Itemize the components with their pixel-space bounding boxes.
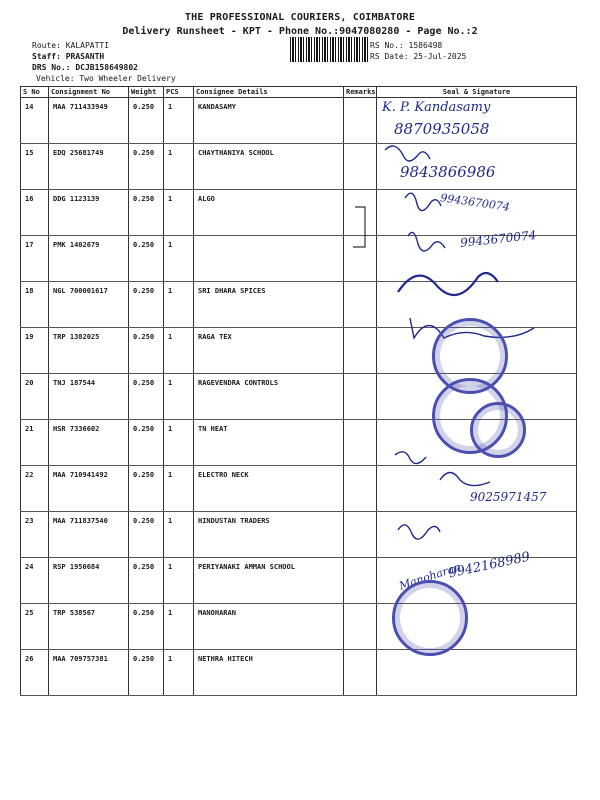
company-seal-stamp-3 bbox=[470, 402, 526, 458]
cell-consignee: NETHRA HITECH bbox=[194, 650, 344, 696]
cell-pcs: 1 bbox=[164, 236, 194, 282]
signature-26-phone: 9942168989 bbox=[447, 549, 532, 582]
cell-consignee: KANDASAMY bbox=[194, 98, 344, 144]
cell-consignee: ELECTRO NECK bbox=[194, 466, 344, 512]
cell-pcs: 1 bbox=[164, 558, 194, 604]
cell-weight: 0.250 bbox=[129, 650, 164, 696]
col-header-sno: S No bbox=[21, 87, 49, 98]
company-seal-stamp-4 bbox=[392, 580, 468, 656]
cell-consignee: RAGA TEX bbox=[194, 328, 344, 374]
route-label: Route: KALAPATTI bbox=[32, 41, 110, 50]
cell-sno: 16 bbox=[21, 190, 49, 236]
cell-consignment-no: PMK 1402679 bbox=[49, 236, 129, 282]
rs-date: RS Date: 25-Jul-2025 bbox=[370, 52, 467, 61]
signature-15-scribble bbox=[385, 146, 430, 161]
vehicle-label: Vehicle: Two Wheeler Delivery bbox=[36, 74, 176, 83]
cell-sno: 25 bbox=[21, 604, 49, 650]
cell-weight: 0.250 bbox=[129, 420, 164, 466]
cell-pcs: 1 bbox=[164, 420, 194, 466]
cell-weight: 0.250 bbox=[129, 512, 164, 558]
signature-18-scribble bbox=[398, 273, 498, 295]
cell-weight: 0.250 bbox=[129, 466, 164, 512]
cell-weight: 0.250 bbox=[129, 190, 164, 236]
cell-weight: 0.250 bbox=[129, 604, 164, 650]
signature-14-phone: 8870935058 bbox=[394, 120, 490, 138]
drs-number: DRS No.: DCJB158649802 bbox=[32, 63, 138, 72]
cell-weight: 0.250 bbox=[129, 282, 164, 328]
cell-weight: 0.250 bbox=[129, 236, 164, 282]
cell-consignee: SRI DHARA SPICES bbox=[194, 282, 344, 328]
signature-16-scribble bbox=[405, 193, 441, 210]
document-subtitle: Delivery Runsheet - KPT - Phone No.:9047080280 - Page No.:2 bbox=[122, 26, 478, 37]
cell-sno: 22 bbox=[21, 466, 49, 512]
cell-sno: 19 bbox=[21, 328, 49, 374]
cell-consignment-no: MAA 711837540 bbox=[49, 512, 129, 558]
col-header-signature: Seal & Signature bbox=[377, 87, 577, 98]
signature-23-scribble bbox=[395, 452, 426, 464]
cell-consignment-no: MAA 711433949 bbox=[49, 98, 129, 144]
cell-pcs: 1 bbox=[164, 282, 194, 328]
cell-sno: 15 bbox=[21, 144, 49, 190]
cell-consignee: MANOHARAN bbox=[194, 604, 344, 650]
cell-weight: 0.250 bbox=[129, 144, 164, 190]
rs-number: RS No.: 1586498 bbox=[370, 41, 443, 50]
cell-pcs: 1 bbox=[164, 190, 194, 236]
cell-consignee: CHAYTHANIYA SCHOOL bbox=[194, 144, 344, 190]
cell-sno: 23 bbox=[21, 512, 49, 558]
cell-sno: 26 bbox=[21, 650, 49, 696]
cell-consignee: HINDUSTAN TRADERS bbox=[194, 512, 344, 558]
col-header-pcs: PCS bbox=[164, 87, 194, 98]
signature-25-scribble bbox=[398, 525, 440, 539]
cell-weight: 0.250 bbox=[129, 558, 164, 604]
signature-24-phone: 9025971457 bbox=[470, 490, 547, 504]
signature-17-phone: 9943670074 bbox=[459, 228, 537, 250]
signature-26-name: Manoharan bbox=[397, 560, 463, 593]
cell-consignment-no: HSR 7336602 bbox=[49, 420, 129, 466]
col-header-weight: Weight bbox=[129, 87, 164, 98]
cell-weight: 0.250 bbox=[129, 328, 164, 374]
cell-weight: 0.250 bbox=[129, 374, 164, 420]
document-title: THE PROFESSIONAL COURIERS, COIMBATORE bbox=[184, 12, 416, 23]
cell-consignment-no: TRP 1382025 bbox=[49, 328, 129, 374]
cell-consignment-no: MAA 709757381 bbox=[49, 650, 129, 696]
signature-14-name: K. P. Kandasamy bbox=[382, 100, 491, 115]
cell-pcs: 1 bbox=[164, 650, 194, 696]
cell-consignment-no: RSP 1950684 bbox=[49, 558, 129, 604]
signature-16-phone: 9943670074 bbox=[439, 191, 511, 214]
staff-label: Staff: PRASANTH bbox=[32, 52, 105, 61]
cell-pcs: 1 bbox=[164, 466, 194, 512]
cell-pcs: 1 bbox=[164, 98, 194, 144]
cell-sno: 14 bbox=[21, 98, 49, 144]
cell-consignee: ALGO bbox=[194, 190, 344, 236]
cell-sno: 24 bbox=[21, 558, 49, 604]
cell-consignment-no: TRP 538567 bbox=[49, 604, 129, 650]
col-header-consignee: Consignee Details bbox=[194, 87, 344, 98]
cell-pcs: 1 bbox=[164, 604, 194, 650]
cell-sno: 17 bbox=[21, 236, 49, 282]
cell-sno: 20 bbox=[21, 374, 49, 420]
cell-sno: 18 bbox=[21, 282, 49, 328]
cell-weight: 0.250 bbox=[129, 98, 164, 144]
col-header-consignment: Consignment No bbox=[49, 87, 129, 98]
cell-pcs: 1 bbox=[164, 144, 194, 190]
signature-23b-scribble bbox=[440, 473, 490, 486]
cell-consignment-no: EDQ 25681749 bbox=[49, 144, 129, 190]
cell-pcs: 1 bbox=[164, 512, 194, 558]
signature-17-scribble bbox=[408, 232, 445, 251]
cell-consignment-no: NGL 700001617 bbox=[49, 282, 129, 328]
cell-consignee: RAGEVENDRA CONTROLS bbox=[194, 374, 344, 420]
remarks-bracket-mark bbox=[353, 207, 365, 247]
cell-consignee: PERIYANAKI AMMAN SCHOOL bbox=[194, 558, 344, 604]
col-header-remarks: Remarks bbox=[344, 87, 377, 98]
cell-sno: 21 bbox=[21, 420, 49, 466]
cell-consignment-no: MAA 710941492 bbox=[49, 466, 129, 512]
cell-pcs: 1 bbox=[164, 374, 194, 420]
signature-15-phone: 9843866986 bbox=[400, 163, 496, 181]
cell-consignment-no: DDG 1123139 bbox=[49, 190, 129, 236]
cell-consignee: TN HEAT bbox=[194, 420, 344, 466]
cell-pcs: 1 bbox=[164, 328, 194, 374]
cell-consignment-no: TNJ 187544 bbox=[49, 374, 129, 420]
